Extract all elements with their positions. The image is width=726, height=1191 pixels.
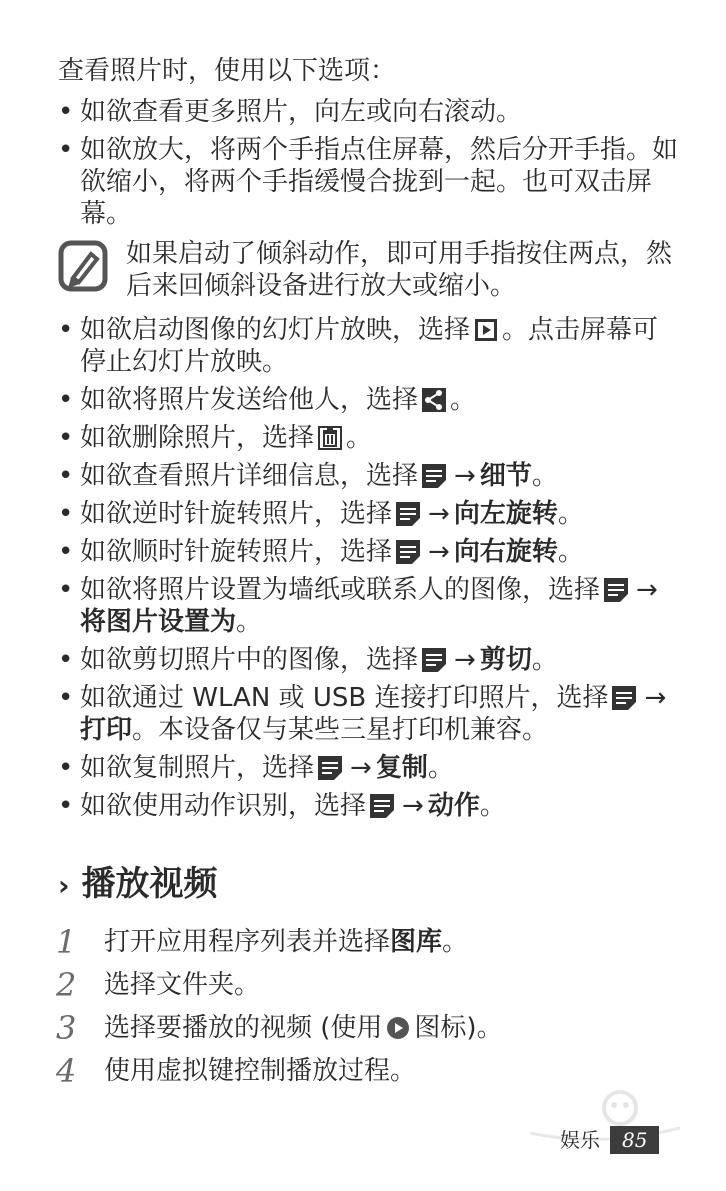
- arrow-glyph: →: [644, 683, 667, 713]
- list-item: [58, 644, 678, 676]
- menu-option-name: 细节: [479, 461, 532, 491]
- page-number: 85: [610, 1126, 659, 1154]
- step-text: 图标)。: [414, 1013, 503, 1043]
- bullet-dot: •: [58, 97, 74, 127]
- bullet-dot: •: [58, 135, 74, 165]
- bullet-text: 。: [427, 753, 454, 783]
- slideshow-play-icon: [474, 318, 498, 342]
- bullet-dot: •: [58, 537, 74, 567]
- menu-option-name: 复制: [375, 753, 428, 783]
- list-item: [58, 752, 678, 784]
- list-item: [58, 536, 678, 568]
- footer-section: 娱乐: [560, 1128, 600, 1152]
- arrow-glyph: →: [636, 575, 658, 605]
- bullet-dot: •: [58, 791, 74, 821]
- step-emphasis: 图库: [390, 927, 443, 957]
- step-number: 3: [56, 1009, 77, 1047]
- list-item: [58, 384, 678, 416]
- bullet-text: 如欲顺时针旋转照片，选择: [80, 537, 393, 567]
- list-item: [58, 460, 678, 492]
- bullet-text: 。: [346, 423, 373, 453]
- list-item: [58, 574, 678, 638]
- options-list: [58, 96, 678, 828]
- bullet-text: 如欲复制照片，选择: [80, 753, 315, 783]
- step-text: 打开应用程序列表并选择: [104, 927, 391, 957]
- bullet-text: 如欲剪切照片中的图像，选择: [80, 645, 419, 675]
- bullet-text: 。: [479, 791, 506, 821]
- bullet-text: 。: [531, 461, 558, 491]
- bullet-text: 如欲放大，将两个手指点住屏幕，然后分开手指。如欲缩小，将两个手指缓慢合拢到一起。也可双击屏幕。: [80, 135, 679, 229]
- menu-option-list: [58, 460, 678, 822]
- step-item: [56, 965, 676, 1005]
- step-text: 选择文件夹。: [104, 970, 261, 1000]
- steps-list: [56, 922, 676, 1094]
- bullet-text: 如欲查看照片详细信息，选择: [80, 461, 419, 491]
- bullet-dot: •: [58, 683, 74, 713]
- step-number: 2: [56, 966, 77, 1004]
- section-title: 播放视频: [81, 864, 218, 904]
- menu-option-name: 向右旋转: [453, 537, 558, 567]
- page-footer: [560, 1124, 659, 1154]
- arrow-glyph: →: [428, 499, 450, 529]
- bullet-dot: •: [58, 499, 74, 529]
- share-icon: [422, 388, 446, 412]
- menu-icon: [422, 464, 446, 488]
- bullet-dot: •: [58, 461, 74, 491]
- bullet-text: 如欲将照片发送给他人，选择: [80, 385, 419, 415]
- step-text: 使用虚拟键控制播放过程。: [104, 1056, 417, 1086]
- bullet-dot: •: [58, 423, 74, 453]
- list-item: [58, 682, 678, 746]
- bullet-dot: •: [58, 645, 74, 675]
- menu-icon: [612, 686, 636, 710]
- menu-icon: [396, 540, 420, 564]
- bullet-text: 如欲查看更多照片，向左或向右滚动。: [80, 97, 523, 127]
- menu-option-name: 动作: [427, 791, 480, 821]
- chevron-right-icon: ›: [58, 869, 70, 902]
- step-item: [56, 1008, 676, 1048]
- bullet-dot: •: [58, 753, 74, 783]
- bullet-text: 。: [236, 607, 263, 637]
- step-number: 1: [56, 923, 77, 961]
- list-item: [58, 314, 678, 378]
- bullet-text: 。: [531, 645, 558, 675]
- watermark-logo: [510, 1078, 690, 1168]
- menu-icon: [422, 648, 446, 672]
- menu-icon: [396, 502, 420, 526]
- bullet-text: 如欲逆时针旋转照片，选择: [80, 499, 393, 529]
- note-pencil-icon: [58, 240, 108, 292]
- intro-text: 查看照片时，使用以下选项：: [58, 56, 397, 86]
- menu-option-name: 将图片设置为: [80, 607, 237, 637]
- bullet-text: 。: [557, 537, 584, 567]
- bullet-dot: •: [58, 315, 74, 345]
- video-play-icon: [386, 1016, 410, 1040]
- bullet-text: 。本设备仅与某些三星打印机兼容。: [132, 715, 549, 745]
- list-item: [58, 422, 678, 454]
- arrow-glyph: →: [350, 753, 372, 783]
- arrow-glyph: →: [428, 537, 450, 567]
- bullet-text: 如欲使用动作识别，选择: [80, 791, 367, 821]
- bullet-text: 。点击屏幕可停止幻灯片放映。: [80, 315, 659, 377]
- arrow-glyph: →: [454, 645, 476, 675]
- menu-option-name: 剪切: [479, 645, 532, 675]
- bullet-dot: •: [58, 385, 74, 415]
- bullet-dot: •: [58, 575, 74, 605]
- list-item: [58, 96, 678, 128]
- bullet-text: 如欲启动图像的幻灯片放映，选择: [80, 315, 471, 345]
- bullet-text: 。: [557, 499, 584, 529]
- menu-icon: [318, 756, 342, 780]
- step-item: [56, 922, 676, 962]
- list-item: [58, 498, 678, 530]
- list-item: [58, 134, 678, 230]
- trash-icon: [318, 426, 342, 450]
- bullet-text: 。: [450, 385, 477, 415]
- bullet-text: 如欲删除照片，选择: [80, 423, 315, 453]
- arrow-glyph: →: [402, 791, 424, 821]
- arrow-glyph: →: [454, 461, 476, 491]
- list-item: [58, 790, 678, 822]
- step-text: 。: [442, 927, 469, 957]
- bullet-text: 如欲通过 WLAN 或 USB 连接打印照片，选择: [80, 683, 609, 713]
- bullet-text: 如欲将照片设置为墙纸或联系人的图像，选择: [80, 575, 601, 605]
- step-number: 4: [56, 1052, 77, 1090]
- note-text: 如果启动了倾斜动作，即可用手指按住两点，然后来回倾斜设备进行放大或缩小。: [126, 239, 673, 301]
- menu-option-name: 向左旋转: [453, 499, 558, 529]
- section-heading: [58, 862, 218, 908]
- menu-option-name: 打印: [80, 715, 133, 745]
- step-text: 选择要播放的视频 (使用: [104, 1013, 383, 1043]
- menu-icon: [370, 794, 394, 818]
- note-box: [58, 238, 678, 302]
- menu-icon: [604, 578, 628, 602]
